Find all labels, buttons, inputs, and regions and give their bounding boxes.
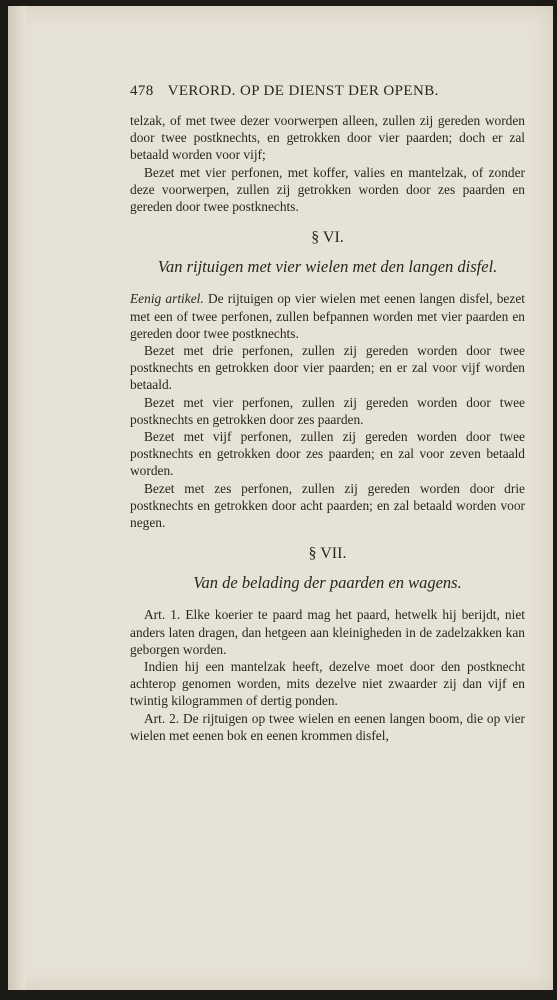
article-text: De rijtuigen op vier wielen met eenen langen disfel, bezet met een of twee perfonen, zullen befpannen worden met vier paarden en gereden door twee postknechts. (130, 291, 525, 341)
article-lead: Eenig artikel. (130, 291, 204, 307)
paragraph (130, 290, 525, 342)
paragraph: Art. 2. De rijtuigen op twee wielen en eenen langen boom, die op vier wielen met eenen bok en eenen krommen disfel, (130, 710, 525, 743)
paragraph: Indien hij een mantelzak heeft, dezelve moet door den postknecht achterop genomen worden, mits dezelve niet zwaarder zij dan vijf en twintig kilogrammen of dertig ponden. (130, 659, 525, 709)
section-title: Van de belading der paarden en wagens. (193, 573, 462, 593)
paragraph: Bezet met vier perfonen, met koffer, valies en mantelzak, of zonder deze voorwerpen, zullen zij getrokken worden door zes paarden en gereden door twee postknechts. (130, 164, 525, 215)
running-header (130, 83, 439, 100)
page-body (130, 112, 525, 744)
paragraph: Bezet met vijf perfonen, zullen zij gereden worden door twee postknechts en getrokken door zes paarden; en zal voor zeven betaald worden. (130, 429, 525, 479)
page-gutter (8, 6, 26, 990)
book-page (8, 6, 553, 990)
paragraph: Bezet met vier perfonen, zullen zij gereden worden door twee postknechts en getrokken door zes paarden. (130, 394, 525, 427)
paragraph: Bezet met zes perfonen, zullen zij gereden worden door drie postknechts en getrokken door acht paarden; en zal betaald worden voor negen. (130, 480, 525, 531)
section-heading: § VII. (308, 545, 347, 563)
paragraph: Bezet met drie perfonen, zullen zij gereden worden door twee postknechts en getrokken door vier paarden; en er zal voor vijf worden betaald. (130, 343, 525, 393)
page-number: 478 (130, 83, 154, 99)
paragraph: Art. 1. Elke koerier te paard mag het paard, hetwelk hij berijdt, niet anders laten dragen, dan hetgeen aan kleinigheden in de zadelzakken kan geborgen worden. (130, 607, 525, 657)
section-heading: § VI. (311, 229, 344, 247)
section-title: Van rijtuigen met vier wielen met den langen disfel. (157, 257, 498, 277)
running-title: VERORD. OP DE DIENST DER OPENB. (167, 83, 439, 99)
paragraph: telzak, of met twee dezer voorwerpen alleen, zullen zij gereden worden door twee postknechts, en getrokken door vier paarden; doch er zal betaald worden voor vijf; (130, 113, 525, 163)
